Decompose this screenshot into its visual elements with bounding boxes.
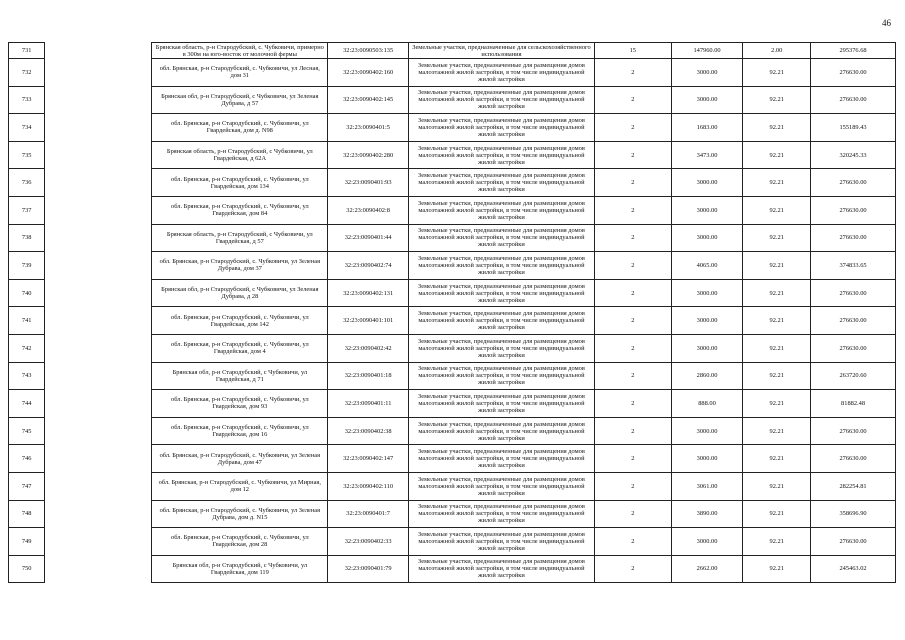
specific-value-cell: 92.21: [743, 169, 811, 197]
row-gap: [45, 307, 152, 335]
row-gap: [45, 169, 152, 197]
cadastral-number-cell: 32:23:0090401:93: [328, 169, 409, 197]
area-cell: 1683.00: [671, 114, 743, 142]
row-number: 740: [9, 279, 45, 307]
address-cell: Брянская обл, р-н Стародубский, с Чубковичи, ул Зеленая Дубрава, д 28: [152, 279, 328, 307]
land-purpose-cell: Земельные участки, предназначенные для размещения домов малоэтажной жилой застройки, в том числе индивидуальной жилой застройки: [409, 334, 595, 362]
row-gap: [45, 196, 152, 224]
table-row: [9, 445, 896, 473]
table-row: [9, 141, 896, 169]
address-cell: обл. Брянская, р-н Стародубский, с. Чубковичи, ул Зеленая Дубрава, дом д. N15: [152, 500, 328, 528]
specific-value-cell: 92.21: [743, 196, 811, 224]
specific-value-cell: 92.21: [743, 86, 811, 114]
area-cell: 2662.00: [671, 555, 743, 583]
cadastral-number-cell: 32:23:0090402:8: [328, 196, 409, 224]
row-number: 735: [9, 141, 45, 169]
cadastral-value-cell: 245463.02: [811, 555, 896, 583]
table-row: [9, 169, 896, 197]
purpose-group-cell: 2: [594, 500, 671, 528]
area-cell: 3000.00: [671, 307, 743, 335]
address-cell: обл. Брянская, р-н Стародубский, с. Чубковичи, ул Гвардейская, дом 28: [152, 528, 328, 556]
row-gap: [45, 252, 152, 280]
specific-value-cell: 92.21: [743, 59, 811, 87]
address-cell: Брянская область, р-н Стародубский, с Чубковичи, ул Гвардейская, д 62А: [152, 141, 328, 169]
address-cell: Брянская обл, р-н Стародубский, с Чубковичи, ул Гвардейская, дом 119: [152, 555, 328, 583]
table-row: [9, 500, 896, 528]
address-cell: обл. Брянская, р-н Стародубский, с. Чубковичи, ул Гвардейская, дом д. N98: [152, 114, 328, 142]
cadastral-number-cell: 32:23:0090402:110: [328, 472, 409, 500]
area-cell: 3000.00: [671, 334, 743, 362]
area-cell: 147960.00: [671, 43, 743, 59]
table-row: [9, 252, 896, 280]
purpose-group-cell: 2: [594, 169, 671, 197]
cadastral-number-cell: 32:23:0090401:7: [328, 500, 409, 528]
cadastral-number-cell: 32:23:0090401:44: [328, 224, 409, 252]
cadastral-number-cell: 32:23:0090401:101: [328, 307, 409, 335]
purpose-group-cell: 2: [594, 114, 671, 142]
address-cell: Брянская область, р-н Стародубский, с. Чубковичи, примерно в 300м на юго-восток от молочной фермы: [152, 43, 328, 59]
land-purpose-cell: Земельные участки, предназначенные для сельскохозяйственного использования: [409, 43, 595, 59]
row-number: 744: [9, 390, 45, 418]
cadastral-number-cell: 32:23:0090503:135: [328, 43, 409, 59]
row-number: 743: [9, 362, 45, 390]
address-cell: обл. Брянская, р-н Стародубский, с. Чубковичи, ул Гвардейская, дом 93: [152, 390, 328, 418]
cadastral-number-cell: 32:23:0090401:79: [328, 555, 409, 583]
specific-value-cell: 92.21: [743, 114, 811, 142]
row-number: 736: [9, 169, 45, 197]
table-row: [9, 224, 896, 252]
purpose-group-cell: 2: [594, 528, 671, 556]
row-gap: [45, 279, 152, 307]
row-gap: [45, 59, 152, 87]
table-row: [9, 86, 896, 114]
cadastral-registry-table: [8, 42, 896, 583]
purpose-group-cell: 2: [594, 362, 671, 390]
row-number: 733: [9, 86, 45, 114]
row-gap: [45, 224, 152, 252]
row-gap: [45, 445, 152, 473]
area-cell: 888.00: [671, 390, 743, 418]
specific-value-cell: 92.21: [743, 528, 811, 556]
area-cell: 3000.00: [671, 417, 743, 445]
specific-value-cell: 92.21: [743, 224, 811, 252]
cadastral-value-cell: 276630.00: [811, 445, 896, 473]
specific-value-cell: 92.21: [743, 141, 811, 169]
address-cell: обл. Брянская, р-н Стародубский, с. Чубковичи, ул Лесная, дом 31: [152, 59, 328, 87]
purpose-group-cell: 2: [594, 555, 671, 583]
cadastral-number-cell: 32:23:0090401:5: [328, 114, 409, 142]
cadastral-value-cell: 276630.00: [811, 196, 896, 224]
cadastral-number-cell: 32:23:0090402:74: [328, 252, 409, 280]
land-purpose-cell: Земельные участки, предназначенные для размещения домов малоэтажной жилой застройки, в том числе индивидуальной жилой застройки: [409, 500, 595, 528]
row-number: 747: [9, 472, 45, 500]
specific-value-cell: 92.21: [743, 334, 811, 362]
cadastral-value-cell: 276630.00: [811, 224, 896, 252]
table-row: [9, 334, 896, 362]
registry-body: [9, 43, 896, 583]
cadastral-value-cell: 374833.65: [811, 252, 896, 280]
specific-value-cell: 92.21: [743, 279, 811, 307]
purpose-group-cell: 2: [594, 59, 671, 87]
purpose-group-cell: 2: [594, 307, 671, 335]
table-row: [9, 555, 896, 583]
purpose-group-cell: 2: [594, 86, 671, 114]
cadastral-value-cell: 276630.00: [811, 307, 896, 335]
table-row: [9, 472, 896, 500]
land-purpose-cell: Земельные участки, предназначенные для размещения домов малоэтажной жилой застройки, в том числе индивидуальной жилой застройки: [409, 390, 595, 418]
cadastral-number-cell: 32:23:0090402:131: [328, 279, 409, 307]
cadastral-value-cell: 276630.00: [811, 279, 896, 307]
row-gap: [45, 334, 152, 362]
row-number: 742: [9, 334, 45, 362]
address-cell: обл. Брянская, р-н Стародубский, с. Чубковичи, ул Зеленая Дубрава, дом 47: [152, 445, 328, 473]
page-number: 46: [882, 18, 891, 28]
row-gap: [45, 472, 152, 500]
row-gap: [45, 86, 152, 114]
table-row: [9, 196, 896, 224]
cadastral-number-cell: 32:23:0090402:38: [328, 417, 409, 445]
cadastral-number-cell: 32:23:0090401:18: [328, 362, 409, 390]
purpose-group-cell: 2: [594, 224, 671, 252]
cadastral-value-cell: 276630.00: [811, 59, 896, 87]
cadastral-value-cell: 320245.33: [811, 141, 896, 169]
table-row: [9, 114, 896, 142]
table-row: [9, 43, 896, 59]
row-number: 749: [9, 528, 45, 556]
cadastral-number-cell: 32:23:0090402:147: [328, 445, 409, 473]
cadastral-value-cell: 263720.60: [811, 362, 896, 390]
row-number: 731: [9, 43, 45, 59]
row-gap: [45, 528, 152, 556]
cadastral-value-cell: 276630.00: [811, 169, 896, 197]
table-row: [9, 307, 896, 335]
address-cell: Брянская обл, р-н Стародубский, с Чубковичи, ул Гвардейская, д 71: [152, 362, 328, 390]
specific-value-cell: 92.21: [743, 555, 811, 583]
cadastral-value-cell: 81882.48: [811, 390, 896, 418]
cadastral-number-cell: 32:23:0090401:11: [328, 390, 409, 418]
land-purpose-cell: Земельные участки, предназначенные для размещения домов малоэтажной жилой застройки, в том числе индивидуальной жилой застройки: [409, 169, 595, 197]
table-row: [9, 528, 896, 556]
address-cell: обл. Брянская, р-н Стародубский, с. Чубковичи, ул Зеленая Дубрава, дом 37: [152, 252, 328, 280]
land-purpose-cell: Земельные участки, предназначенные для размещения домов малоэтажной жилой застройки, в том числе индивидуальной жилой застройки: [409, 528, 595, 556]
purpose-group-cell: 2: [594, 417, 671, 445]
cadastral-number-cell: 32:23:0090402:280: [328, 141, 409, 169]
row-gap: [45, 362, 152, 390]
cadastral-value-cell: 155189.43: [811, 114, 896, 142]
area-cell: 3000.00: [671, 196, 743, 224]
purpose-group-cell: 2: [594, 390, 671, 418]
address-cell: Брянская обл, р-н Стародубский, с Чубковичи, ул Зеленая Дубрава, д 57: [152, 86, 328, 114]
specific-value-cell: 92.21: [743, 390, 811, 418]
land-purpose-cell: Земельные участки, предназначенные для размещения домов малоэтажной жилой застройки, в том числе индивидуальной жилой застройки: [409, 445, 595, 473]
area-cell: 3000.00: [671, 528, 743, 556]
row-number: 741: [9, 307, 45, 335]
table-row: [9, 279, 896, 307]
specific-value-cell: 2.00: [743, 43, 811, 59]
table-row: [9, 362, 896, 390]
land-purpose-cell: Земельные участки, предназначенные для размещения домов малоэтажной жилой застройки, в том числе индивидуальной жилой застройки: [409, 86, 595, 114]
purpose-group-cell: 2: [594, 196, 671, 224]
address-cell: обл. Брянская, р-н Стародубский, с. Чубковичи, ул Гвардейская, дом 84: [152, 196, 328, 224]
cadastral-number-cell: 32:23:0090402:145: [328, 86, 409, 114]
row-number: 732: [9, 59, 45, 87]
land-purpose-cell: Земельные участки, предназначенные для размещения домов малоэтажной жилой застройки, в том числе индивидуальной жилой застройки: [409, 59, 595, 87]
row-gap: [45, 141, 152, 169]
specific-value-cell: 92.21: [743, 307, 811, 335]
purpose-group-cell: 15: [594, 43, 671, 59]
row-gap: [45, 114, 152, 142]
area-cell: 3000.00: [671, 59, 743, 87]
area-cell: 3061.00: [671, 472, 743, 500]
purpose-group-cell: 2: [594, 445, 671, 473]
land-purpose-cell: Земельные участки, предназначенные для размещения домов малоэтажной жилой застройки, в том числе индивидуальной жилой застройки: [409, 279, 595, 307]
row-number: 737: [9, 196, 45, 224]
cadastral-value-cell: 358696.90: [811, 500, 896, 528]
specific-value-cell: 92.21: [743, 445, 811, 473]
cadastral-value-cell: 276630.00: [811, 334, 896, 362]
specific-value-cell: 92.21: [743, 362, 811, 390]
cadastral-number-cell: 32:23:0090402:33: [328, 528, 409, 556]
purpose-group-cell: 2: [594, 279, 671, 307]
area-cell: 4065.00: [671, 252, 743, 280]
cadastral-value-cell: 295376.68: [811, 43, 896, 59]
area-cell: 3473.00: [671, 141, 743, 169]
cadastral-number-cell: 32:23:0090402:160: [328, 59, 409, 87]
land-purpose-cell: Земельные участки, предназначенные для размещения домов малоэтажной жилой застройки, в том числе индивидуальной жилой застройки: [409, 307, 595, 335]
land-purpose-cell: Земельные участки, предназначенные для размещения домов малоэтажной жилой застройки, в том числе индивидуальной жилой застройки: [409, 114, 595, 142]
purpose-group-cell: 2: [594, 141, 671, 169]
row-number: 748: [9, 500, 45, 528]
area-cell: 3000.00: [671, 169, 743, 197]
row-number: 745: [9, 417, 45, 445]
address-cell: обл. Брянская, р-н Стародубский, с. Чубковичи, ул Гвардейская, дом 16: [152, 417, 328, 445]
row-gap: [45, 555, 152, 583]
specific-value-cell: 92.21: [743, 500, 811, 528]
row-number: 746: [9, 445, 45, 473]
cadastral-value-cell: 276630.00: [811, 528, 896, 556]
purpose-group-cell: 2: [594, 334, 671, 362]
cadastral-value-cell: 276630.00: [811, 86, 896, 114]
address-cell: обл. Брянская, р-н Стародубский, с. Чубковичи, ул Гвардейская, дом 134: [152, 169, 328, 197]
table-row: [9, 59, 896, 87]
land-purpose-cell: Земельные участки, предназначенные для размещения домов малоэтажной жилой застройки, в том числе индивидуальной жилой застройки: [409, 362, 595, 390]
specific-value-cell: 92.21: [743, 252, 811, 280]
land-purpose-cell: Земельные участки, предназначенные для размещения домов малоэтажной жилой застройки, в том числе индивидуальной жилой застройки: [409, 472, 595, 500]
land-purpose-cell: Земельные участки, предназначенные для размещения домов малоэтажной жилой застройки, в том числе индивидуальной жилой застройки: [409, 141, 595, 169]
area-cell: 3000.00: [671, 224, 743, 252]
specific-value-cell: 92.21: [743, 417, 811, 445]
row-number: 750: [9, 555, 45, 583]
area-cell: 3000.00: [671, 445, 743, 473]
land-purpose-cell: Земельные участки, предназначенные для размещения домов малоэтажной жилой застройки, в том числе индивидуальной жилой застройки: [409, 252, 595, 280]
row-gap: [45, 390, 152, 418]
land-purpose-cell: Земельные участки, предназначенные для размещения домов малоэтажной жилой застройки, в том числе индивидуальной жилой застройки: [409, 224, 595, 252]
land-purpose-cell: Земельные участки, предназначенные для размещения домов малоэтажной жилой застройки, в том числе индивидуальной жилой застройки: [409, 196, 595, 224]
address-cell: обл. Брянская, р-н Стародубский, с. Чубковичи, ул Гвардейская, дом 142: [152, 307, 328, 335]
area-cell: 3000.00: [671, 279, 743, 307]
row-gap: [45, 500, 152, 528]
address-cell: Брянская область, р-н Стародубский, с Чубковичи, ул Гвардейская, д 57: [152, 224, 328, 252]
area-cell: 3000.00: [671, 86, 743, 114]
cadastral-value-cell: 276630.00: [811, 417, 896, 445]
row-gap: [45, 43, 152, 59]
table-row: [9, 390, 896, 418]
row-gap: [45, 417, 152, 445]
area-cell: 3890.00: [671, 500, 743, 528]
address-cell: обл. Брянская, р-н Стародубский, с. Чубковичи, ул Мирная, дом 12: [152, 472, 328, 500]
specific-value-cell: 92.21: [743, 472, 811, 500]
cadastral-value-cell: 282254.81: [811, 472, 896, 500]
area-cell: 2860.00: [671, 362, 743, 390]
cadastral-number-cell: 32:23:0090402:42: [328, 334, 409, 362]
land-purpose-cell: Земельные участки, предназначенные для размещения домов малоэтажной жилой застройки, в том числе индивидуальной жилой застройки: [409, 417, 595, 445]
row-number: 738: [9, 224, 45, 252]
address-cell: обл. Брянская, р-н Стародубский, с. Чубковичи, ул Гвардейская, дом 4: [152, 334, 328, 362]
purpose-group-cell: 2: [594, 472, 671, 500]
table-row: [9, 417, 896, 445]
purpose-group-cell: 2: [594, 252, 671, 280]
land-purpose-cell: Земельные участки, предназначенные для размещения домов малоэтажной жилой застройки, в том числе индивидуальной жилой застройки: [409, 555, 595, 583]
row-number: 739: [9, 252, 45, 280]
row-number: 734: [9, 114, 45, 142]
